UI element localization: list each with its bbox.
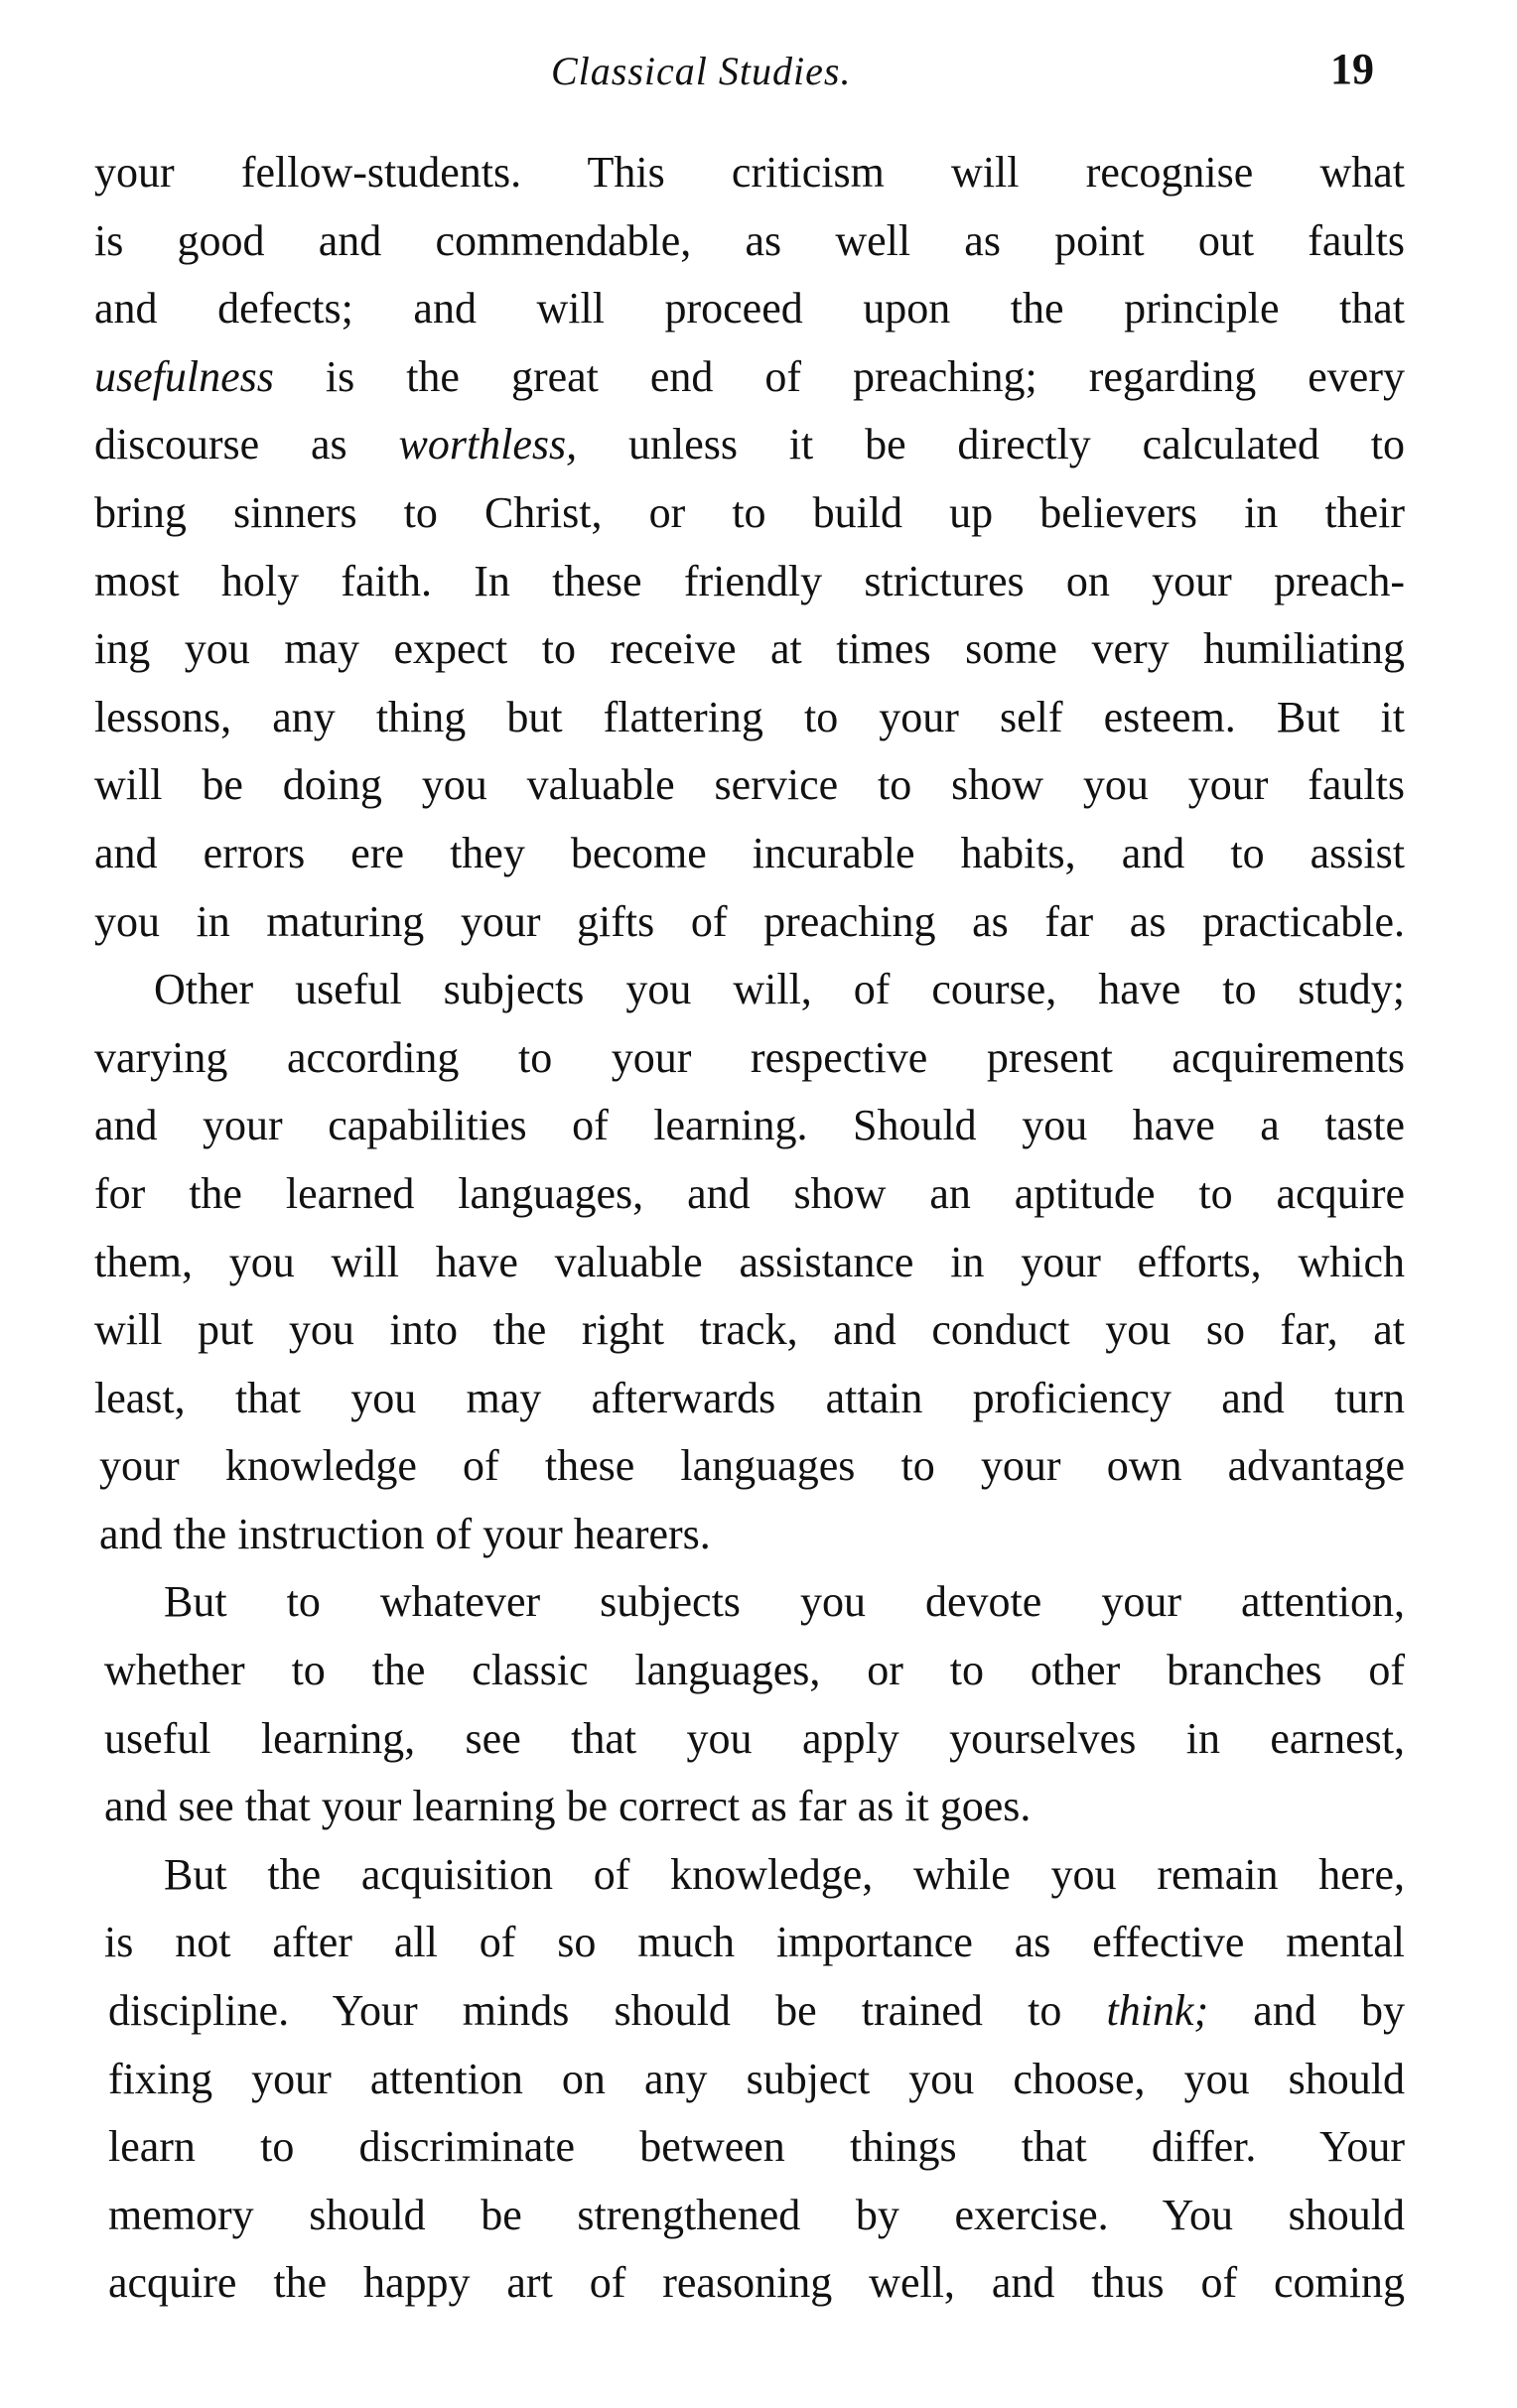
text-line: is not after all of so much importance as effective mental [104,1918,1405,1967]
text-line: and errors ere they become incurable habits, and to assist [94,828,1405,877]
text-line: and see that your learning be correct as far as it goes. [104,1782,1032,1831]
text-line: will be doing you valuable service to show you your faults [94,760,1405,810]
text-line: most holy faith. In these friendly strictures on your preach- [94,556,1405,605]
text-line: and defects; and will proceed upon the principle that [94,284,1405,334]
body-text [94,139,1405,2318]
line-text: unless it be directly calculated to [577,420,1405,469]
line-text: discourse as [94,420,399,469]
text-line: you in maturing your gifts of preaching as far as practicable. [94,896,1405,946]
line-text: is the great end of preaching; regarding every [273,351,1405,401]
text-line: and your capabilities of learning. Should you have a taste [94,1101,1405,1150]
text-line: bring sinners to Christ, or to build up believers in their [94,487,1405,537]
text-line: your knowledge of these languages to your own advantage [99,1441,1405,1491]
text-line [108,1977,1405,2046]
text-line: and the instruction of your hearers. [99,1509,711,1558]
text-line: them, you will have valuable assistance in your efforts, which [94,1237,1405,1286]
text-line [94,411,1405,479]
text-line: whether to the classic languages, or to other branches of [104,1646,1405,1695]
text-line: useful learning, see that you apply yourselves in earnest, [104,1713,1405,1763]
text-line: Other useful subjects you will, of course, have to study; [154,965,1405,1014]
line-text: discipline. Your minds should be trained to [108,1986,1107,2036]
text-line: acquire the happy art of reasoning well, and thus of coming [108,2258,1405,2308]
text-line: for the learned languages, and show an aptitude to acquire [94,1168,1405,1218]
running-title: Classical Studies. [551,49,852,93]
text-line: least, that you may afterwards attain proficiency and turn [94,1373,1405,1422]
line-text: and by [1208,1986,1405,2036]
text-line: memory should be strengthened by exercise. You should [108,2190,1405,2239]
emphasis-text: usefulness [94,351,274,401]
text-line: fixing your attention on any subject you choose, you should [108,2054,1405,2103]
emphasis-text: worthless, [398,420,578,469]
emphasis-text: think; [1106,1986,1209,2036]
text-line [94,343,1405,412]
text-line: ing you may expect to receive at times some very humiliating [94,624,1405,674]
text-line: will put you into the right track, and conduct you so far, at [94,1305,1405,1355]
text-line: But to whatever subjects you devote your attention, [164,1577,1405,1627]
text-line: varying according to your respective present acquirements [94,1032,1405,1082]
text-line: your fellow-students. This criticism will recognise what [94,148,1405,197]
text-line: lessons, any thing but flattering to your self esteem. But it [94,692,1405,741]
text-line: But the acquisition of knowledge, while you remain here, [164,1849,1405,1899]
text-line: learn to discriminate between things that differ. Your [108,2122,1405,2172]
running-head [0,45,1517,107]
text-line: is good and commendable, as well as point out faults [94,215,1405,265]
page-number: 19 [1330,45,1374,93]
